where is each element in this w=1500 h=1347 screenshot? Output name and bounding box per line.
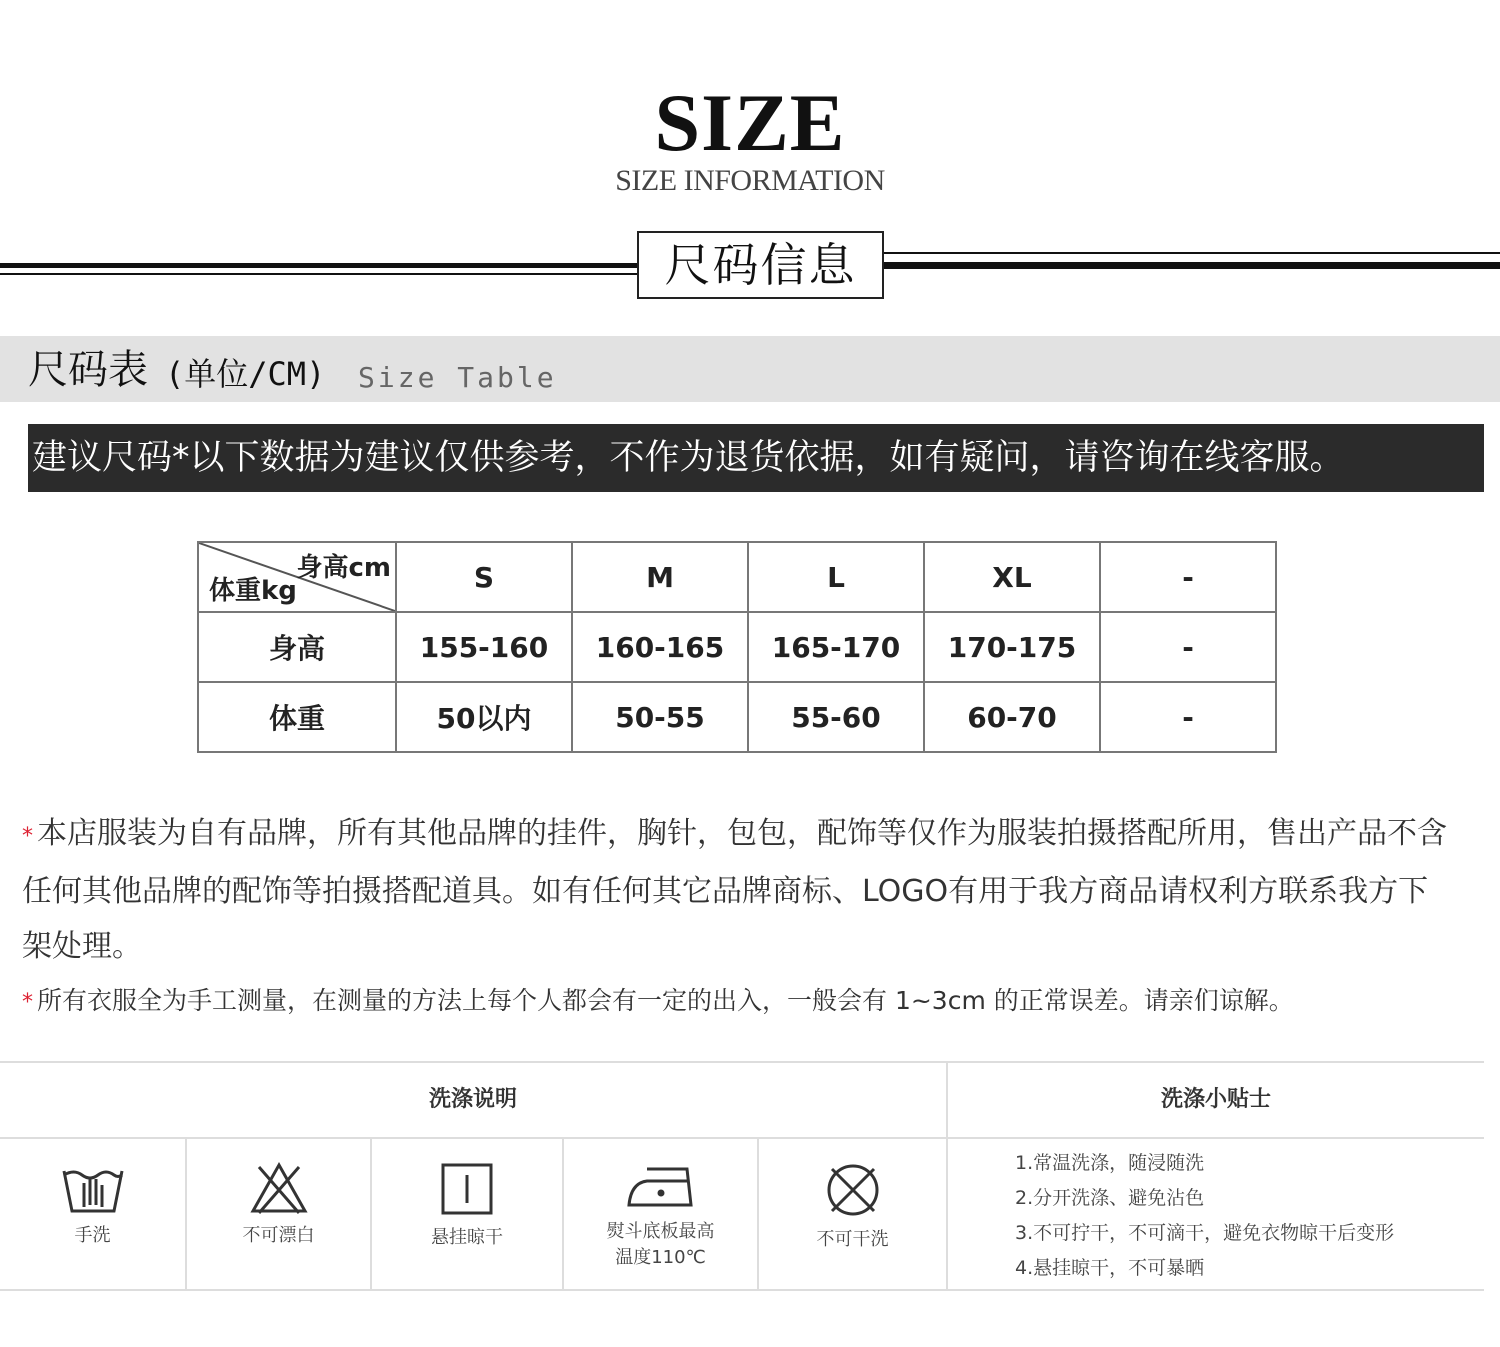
page-title: SIZE	[654, 77, 846, 168]
size-table	[197, 541, 1277, 753]
no-dry-clean-icon	[824, 1161, 882, 1219]
wash-item-hand-wash	[0, 1139, 185, 1287]
iron-icon	[625, 1161, 697, 1211]
table-cell: 60-70	[924, 682, 1100, 752]
wash-label: 不可干洗	[816, 1229, 889, 1250]
divider-left-thin	[0, 273, 637, 275]
table-cell: 50以内	[396, 682, 572, 752]
table-cell: -	[1100, 612, 1276, 682]
wash-instructions-title: 洗涤说明	[428, 1087, 517, 1112]
table-header-cell: M	[572, 542, 748, 612]
divider-left-thick	[0, 263, 637, 268]
table-row-label: 体重	[198, 682, 396, 752]
table-row-label: 身高	[198, 612, 396, 682]
size-table-unit: (单位/CM)	[165, 355, 326, 393]
table-cell: 55-60	[748, 682, 924, 752]
table-cell: 155-160	[396, 612, 572, 682]
brand-note-text: 本店服装为自有品牌，所有其他品牌的挂件，胸针，包包，配饰等仅作为服装拍摄搭配所用，售出产品不含任何其他品牌的配饰等拍摄搭配道具。如有任何其它品牌商标、LOGO有用于我方商品请权利方联系我方下架处理。	[22, 816, 1447, 964]
hang-dry-icon	[439, 1161, 495, 1217]
table-cell: 160-165	[572, 612, 748, 682]
table-cell: 170-175	[924, 612, 1100, 682]
divider-right-thick	[884, 262, 1500, 269]
wash-label: 悬挂晾干	[431, 1227, 503, 1248]
table-cell: 165-170	[748, 612, 924, 682]
measurement-note	[22, 980, 1492, 1024]
list-item: 3.不可拧干，不可滴干，避免衣物晾干后变形	[1015, 1222, 1395, 1244]
wash-label-line: 温度110℃	[615, 1247, 706, 1268]
brand-note	[22, 806, 1452, 974]
table-header-cell: L	[748, 542, 924, 612]
size-table-label: 尺码表	[28, 347, 148, 393]
page-subtitle: SIZE INFORMATION	[615, 164, 885, 197]
size-notice: 建议尺码*以下数据为建议仅供参考，不作为退货依据，如有疑问，请咨询在线客服。	[28, 424, 1484, 492]
wash-label	[564, 1219, 757, 1271]
table-header-cell: S	[396, 542, 572, 612]
table-corner-cell	[198, 542, 396, 612]
wash-tips-title: 洗涤小贴士	[1160, 1087, 1271, 1112]
star-marker: *	[22, 990, 33, 1015]
table-header-cell: XL	[924, 542, 1100, 612]
measurement-note-text: 所有衣服全为手工测量，在测量的方法上每个人都会有一定的出入，一般会有 1~3cm 的正常误差。请亲们谅解。	[37, 986, 1294, 1015]
wash-item-hang-dry	[372, 1139, 562, 1287]
star-marker: *	[22, 824, 33, 849]
wash-label-line: 熨斗底板最高	[606, 1221, 715, 1242]
wash-label: 手洗	[74, 1225, 111, 1246]
hand-wash-icon	[60, 1161, 126, 1215]
list-item: 4.悬挂晾干，不可暴晒	[1015, 1257, 1205, 1279]
size-table-header	[0, 336, 1500, 402]
wash-item-no-dry-clean	[759, 1139, 946, 1287]
wash-label: 不可漂白	[242, 1225, 315, 1246]
table-header-cell: -	[1100, 542, 1276, 612]
list-item: 2.分开洗涤、避免沾色	[1015, 1187, 1205, 1209]
list-item: 1.常温洗涤，随浸随洗	[1015, 1152, 1205, 1174]
divider-right-thin	[884, 252, 1500, 254]
section-label: 尺码信息	[637, 231, 884, 299]
table-cell: -	[1100, 682, 1276, 752]
wash-item-iron	[564, 1139, 757, 1287]
wash-item-no-bleach	[187, 1139, 370, 1287]
corner-height-label: 身高cm	[296, 553, 391, 583]
table-row	[198, 612, 1276, 682]
no-bleach-icon	[249, 1161, 309, 1215]
size-table-label-en: Size Table	[358, 361, 557, 394]
table-row	[198, 682, 1276, 752]
table-row	[198, 542, 1276, 612]
wash-tips-list	[1015, 1146, 1394, 1286]
table-cell: 50-55	[572, 682, 748, 752]
corner-weight-label: 体重kg	[209, 576, 297, 606]
